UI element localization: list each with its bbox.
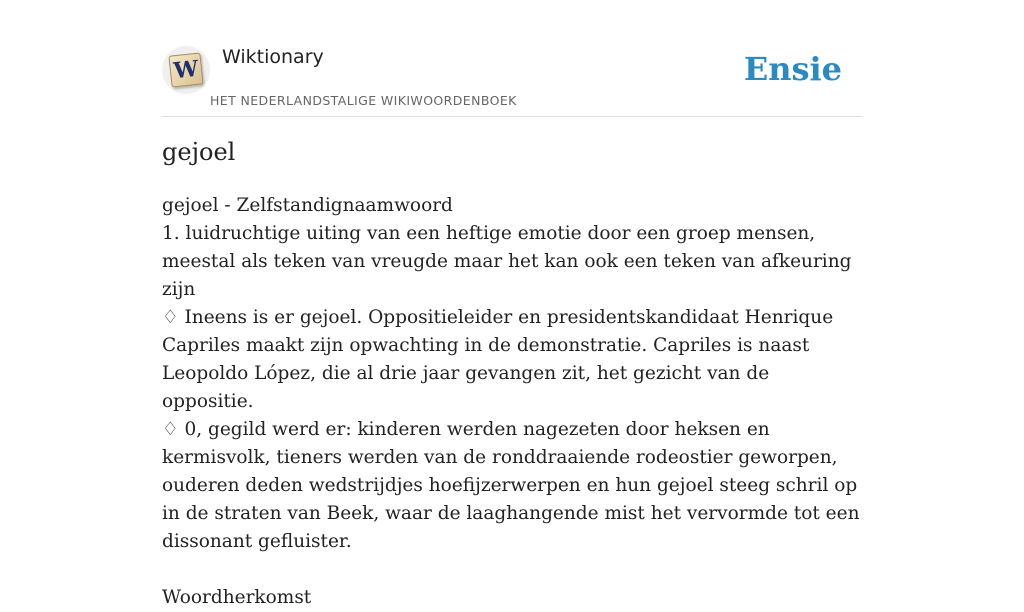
section-heading-etymology: Woordherkomst — [162, 587, 312, 608]
page-title: gejoel — [162, 138, 236, 166]
part-of-speech-line: gejoel - Zelfstandignaamwoord — [162, 195, 453, 216]
definition-text: 1. luidruchtige uiting van een heftige emotie door een groep mensen, meestal als teken van vreugde maar het kan ook een teken van afkeuring zijn — [162, 223, 852, 300]
site-tagline: HET NEDERLANDSTALIGE WIKIWOORDENBOEK — [210, 93, 517, 108]
example-sentence: ♢ 0, gegild werd er: kinderen werden nagezeten door heksen en kermisvolk, tieners werden van de ronddraaiende rodeostier geworpen, ouderen deden wedstrijdjes hoefijzerwerpen en hun gejoel steeg schril op in de straten van Beek, waar de laaghangende mist het vervormde tot een dissonant gefluister. — [162, 419, 860, 552]
page-container — [162, 0, 862, 608]
wiktionary-logo[interactable] — [162, 46, 210, 94]
section-spacer — [162, 556, 862, 584]
example-sentence: ♢ Ineens is er gejoel. Oppositieleider en presidentskandidaat Henrique Capriles maakt zijn opwachting in de demonstratie. Capriles is naast Leopoldo López, die al drie jaar gevangen zit, het gezicht van de oppositie. — [162, 307, 834, 412]
site-header — [162, 0, 862, 117]
ensie-brand-link[interactable]: Ensie — [743, 50, 842, 88]
wiktionary-logo-icon: W — [168, 52, 203, 87]
site-name[interactable]: Wiktionary — [222, 46, 324, 68]
entry-content — [162, 192, 862, 612]
